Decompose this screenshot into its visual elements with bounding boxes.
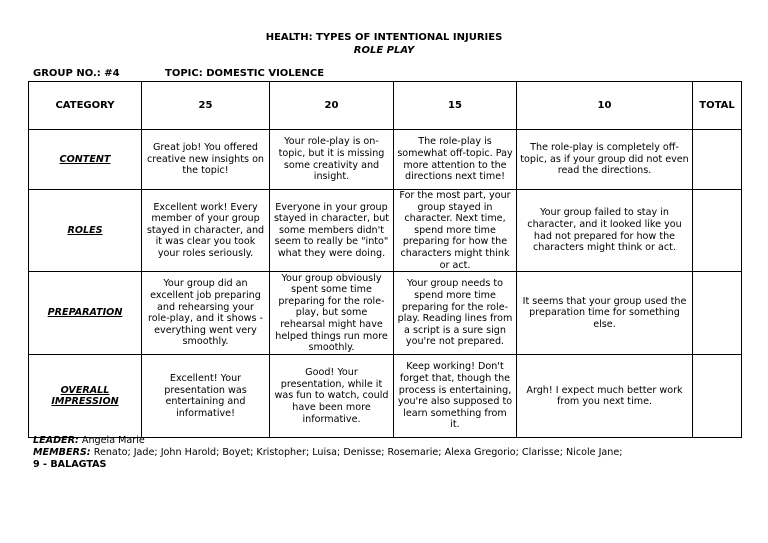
header-10: 10 bbox=[517, 82, 693, 130]
document-subtitle: ROLE PLAY bbox=[353, 45, 415, 56]
header-row bbox=[29, 82, 742, 130]
document-title: HEALTH: TYPES OF INTENTIONAL INJURIES bbox=[265, 32, 503, 43]
group-topic-row bbox=[33, 68, 325, 79]
score-10-cell: Your group failed to stay in character, and it looked like you had not prepared for how the characters might think or act. bbox=[517, 190, 693, 272]
table-row bbox=[29, 190, 742, 272]
section-label: 9 - BALAGTAS bbox=[33, 459, 107, 470]
header-20: 20 bbox=[270, 82, 394, 130]
score-25-cell: Great job! You offered creative new insights on the topic! bbox=[142, 130, 270, 190]
category-cell: PREPARATION bbox=[29, 272, 142, 355]
score-20-cell: Everyone in your group stayed in character, but some members didn't seem to really be "into" what they were doing. bbox=[270, 190, 394, 272]
group-number: GROUP NO.: #4 bbox=[33, 68, 120, 79]
rubric-table bbox=[28, 81, 742, 438]
leader-label: LEADER: bbox=[33, 435, 79, 446]
score-25-cell: Excellent work! Every member of your group stayed in character, and it was clear you took your roles seriously. bbox=[142, 190, 270, 272]
category-cell: ROLES bbox=[29, 190, 142, 272]
total-cell bbox=[693, 130, 742, 190]
total-cell bbox=[693, 190, 742, 272]
leader-line bbox=[33, 435, 145, 446]
table-row bbox=[29, 272, 742, 355]
category-cell: OVERALL IMPRESSION bbox=[29, 355, 142, 438]
header-25: 25 bbox=[142, 82, 270, 130]
total-cell bbox=[693, 355, 742, 438]
members-line bbox=[33, 447, 623, 458]
score-10-cell: It seems that your group used the preparation time for something else. bbox=[517, 272, 693, 355]
header-total: TOTAL bbox=[693, 82, 742, 130]
leader-name: Angela Marie bbox=[81, 435, 145, 446]
score-15-cell: For the most part, your group stayed in character. Next time, spend more time preparing for how the characters might think or act. bbox=[394, 190, 517, 272]
score-15-cell: Keep working! Don't forget that, though the process is entertaining, you're also supposed to learn something from it. bbox=[394, 355, 517, 438]
total-cell bbox=[693, 272, 742, 355]
category-cell: CONTENT bbox=[29, 130, 142, 190]
score-10-cell: The role-play is completely off-topic, as if your group did not even read the directions. bbox=[517, 130, 693, 190]
score-25-cell: Excellent! Your presentation was entertaining and informative! bbox=[142, 355, 270, 438]
table-row bbox=[29, 130, 742, 190]
score-20-cell: Your group obviously spent some time preparing for the role-play, but some rehearsal might have helped things run more smoothly. bbox=[270, 272, 394, 355]
score-15-cell: The role-play is somewhat off-topic. Pay more attention to the directions next time! bbox=[394, 130, 517, 190]
table-row bbox=[29, 355, 742, 438]
score-20-cell: Your role-play is on-topic, but it is missing some creativity and insight. bbox=[270, 130, 394, 190]
header-15: 15 bbox=[394, 82, 517, 130]
members-label: MEMBERS: bbox=[33, 447, 91, 458]
score-25-cell: Your group did an excellent job preparing and rehearsing your role-play, and it shows - everything went very smoothly. bbox=[142, 272, 270, 355]
members-names: Renato; Jade; John Harold; Boyet; Kristopher; Luisa; Denisse; Rosemarie; Alexa Gregorio; Clarisse; Nicole Jane; bbox=[93, 447, 623, 458]
topic-label: TOPIC: DOMESTIC VIOLENCE bbox=[165, 68, 325, 79]
header-category: CATEGORY bbox=[29, 82, 142, 130]
score-10-cell: Argh! I expect much better work from you next time. bbox=[517, 355, 693, 438]
score-15-cell: Your group needs to spend more time preparing for the role-play. Reading lines from a script is a sure sign you're not prepared. bbox=[394, 272, 517, 355]
score-20-cell: Good! Your presentation, while it was fun to watch, could have been more informative. bbox=[270, 355, 394, 438]
